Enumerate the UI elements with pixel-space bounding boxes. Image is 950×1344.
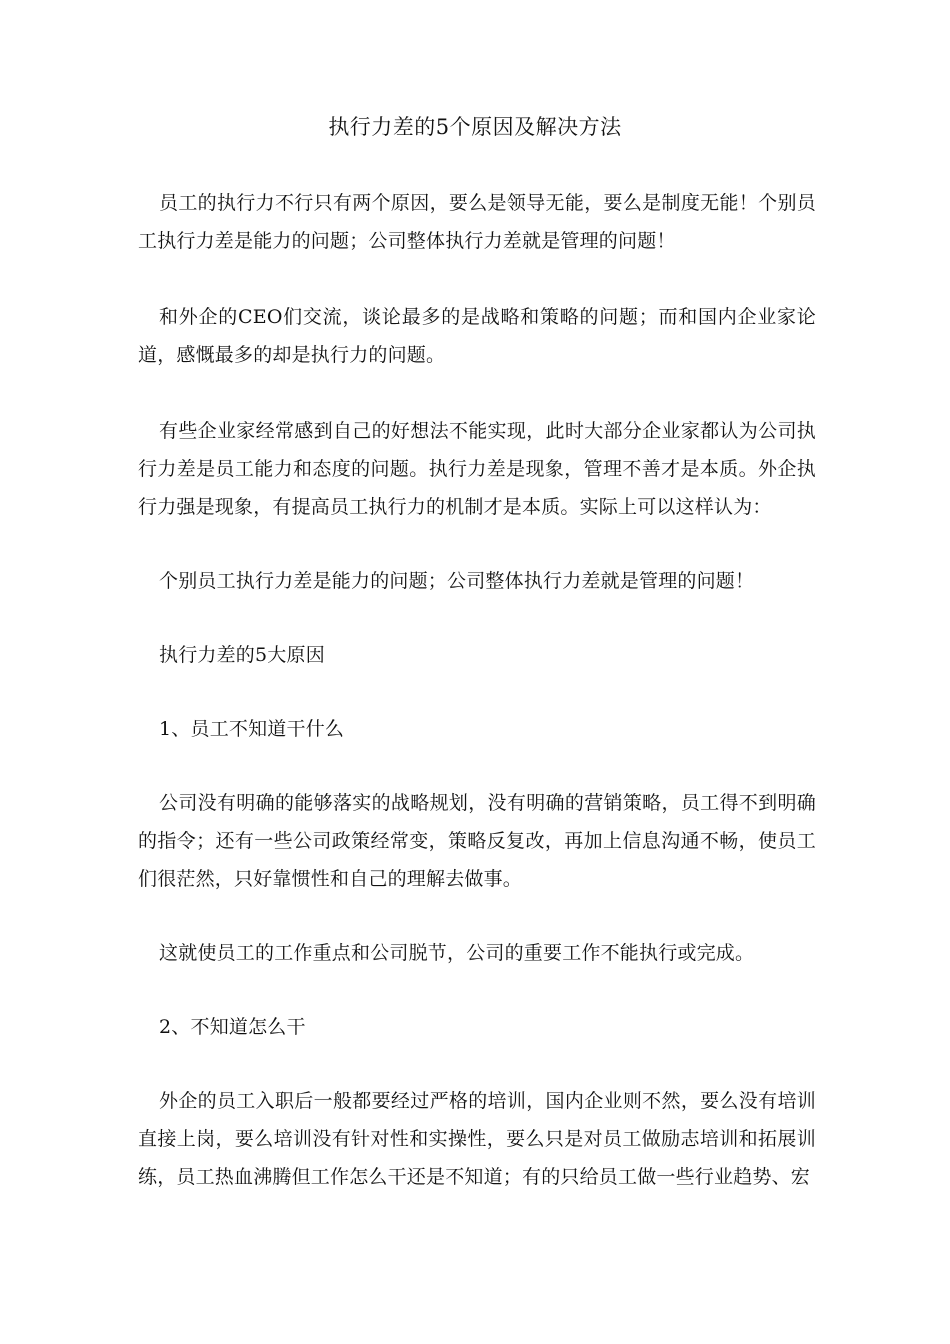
reason-heading-1: 1、员工不知道干什么	[159, 718, 345, 740]
document-title: 执行力差的5个原因及解决方法	[328, 115, 622, 139]
paragraph-reason-1-detail: 公司没有明确的能够落实的战略规划，没有明确的营销策略，员工得不到明确的指令；还有一些公司政策经常变，策略反复改，再加上信息沟通不畅，使员工们很茫然，只好靠惯性和自己的理解去做事。	[138, 792, 816, 890]
paragraph-ceo-comparison: 和外企的CEO们交流，谈论最多的是战略和策略的问题；而和国内企业家论道，感慨最多的却是执行力的问题。	[138, 306, 816, 366]
paragraph-intro: 员工的执行力不行只有两个原因，要么是领导无能，要么是制度无能！个别员工执行力差是能力的问题；公司整体执行力差就是管理的问题！	[138, 192, 816, 252]
paragraph-reason-2-detail: 外企的员工入职后一般都要经过严格的培训，国内企业则不然，要么没有培训直接上岗，要么培训没有针对性和实操性，要么只是对员工做励志培训和拓展训练，员工热血沸腾但工作怎么干还是不知道；有的只给员工做一些行业趋势、宏	[138, 1090, 816, 1188]
reason-heading-2: 2、不知道怎么干	[159, 1016, 306, 1038]
document-body	[138, 184, 816, 1196]
paragraph-reason-1-consequence: 这就使员工的工作重点和公司脱节，公司的重要工作不能执行或完成。	[159, 942, 755, 964]
paragraph-entrepreneur-view: 有些企业家经常感到自己的好想法不能实现，此时大部分企业家都认为公司执行力差是员工能力和态度的问题。执行力差是现象，管理不善才是本质。外企执行力强是现象，有提高员工执行力的机制才是本质。实际上可以这样认为：	[138, 420, 816, 518]
section-heading-five-reasons: 执行力差的5大原因	[159, 644, 325, 666]
paragraph-key-statement: 个别员工执行力差是能力的问题；公司整体执行力差就是管理的问题！	[159, 570, 755, 592]
